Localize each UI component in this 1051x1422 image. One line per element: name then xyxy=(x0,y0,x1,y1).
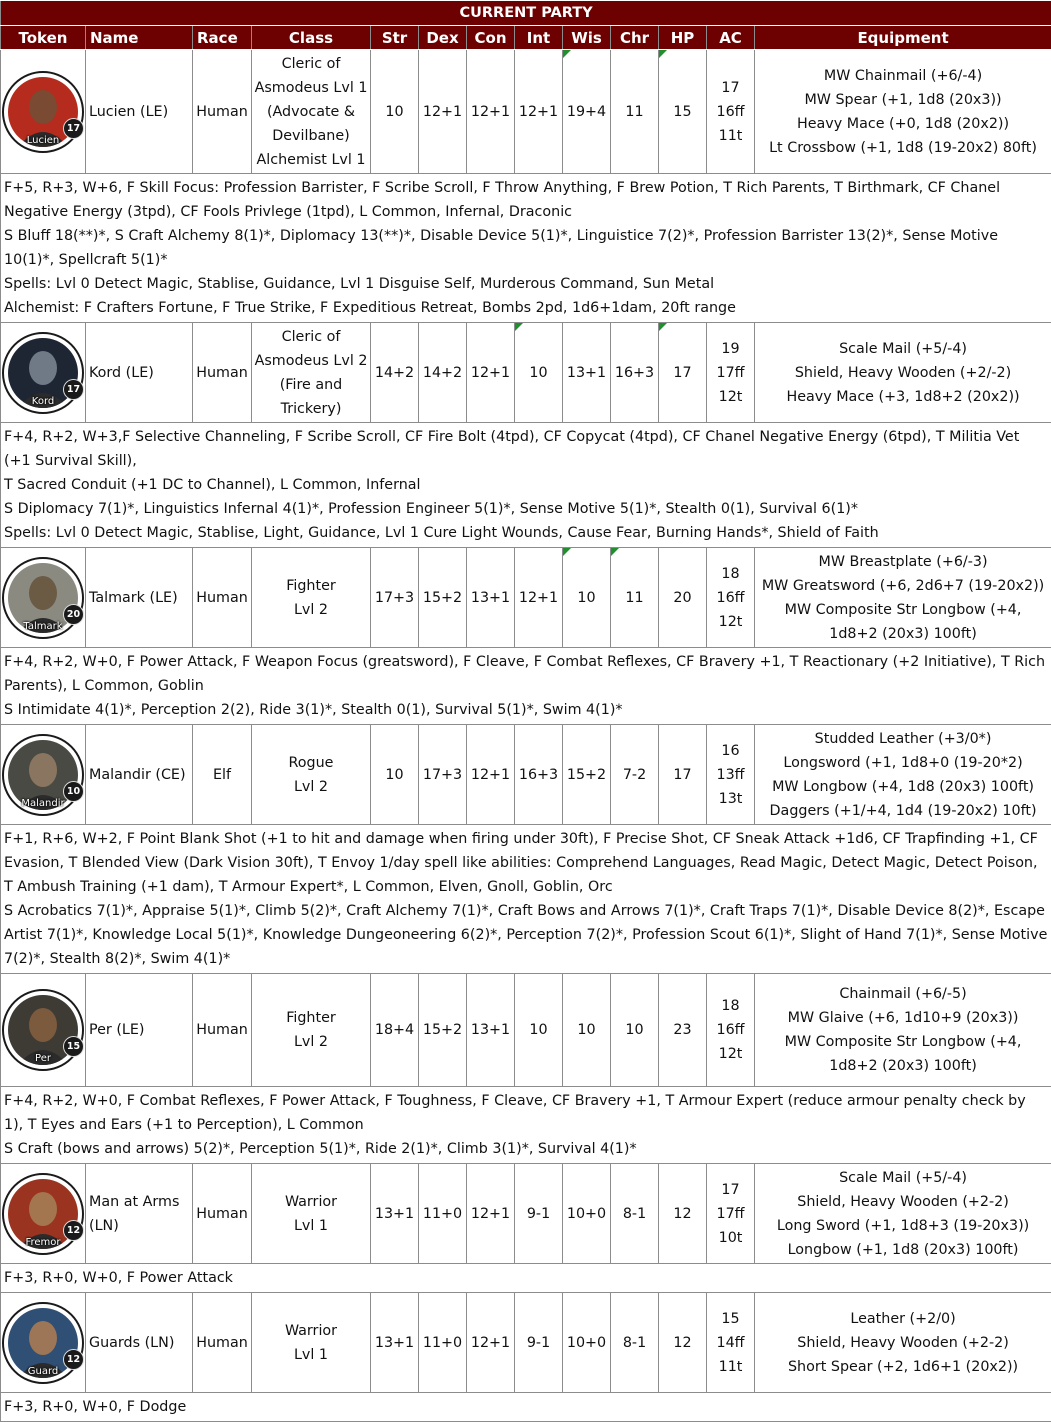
header-race: Race xyxy=(193,26,252,50)
character-name: Guards (LN) xyxy=(86,1293,193,1393)
token-cell xyxy=(1,974,86,1087)
token-badge: 17 xyxy=(63,118,84,139)
class-line: Lvl 2 xyxy=(252,775,370,799)
stat-hp: 12 xyxy=(659,1164,707,1264)
stat-hp: 15 xyxy=(659,50,707,174)
stat-hp: 20 xyxy=(659,548,707,648)
token-badge: 17 xyxy=(63,379,84,400)
ac-line: 12t xyxy=(707,610,754,634)
token-cell xyxy=(1,725,86,825)
character-class xyxy=(252,1164,371,1264)
equipment-item: Scale Mail (+5/-4) xyxy=(755,337,1051,361)
equipment-item: 1d8+2 (20x3) 100ft) xyxy=(755,622,1051,646)
equipment-item: Scale Mail (+5/-4) xyxy=(755,1166,1051,1190)
class-line: Lvl 1 xyxy=(252,1214,370,1238)
character-token-icon xyxy=(2,332,84,414)
stat-int: 10 xyxy=(515,974,563,1087)
character-token-icon xyxy=(2,989,84,1071)
header-dex: Dex xyxy=(419,26,467,50)
stat-dex: 15+2 xyxy=(419,974,467,1087)
class-line: Warrior xyxy=(252,1190,370,1214)
stat-hp: 17 xyxy=(659,725,707,825)
character-notes xyxy=(1,1393,1051,1422)
class-line: Asmodeus Lvl 2 xyxy=(252,349,370,373)
class-line: Fighter xyxy=(252,1006,370,1030)
ac-line: 13t xyxy=(707,787,754,811)
stat-chr: 8-1 xyxy=(611,1164,659,1264)
stat-hp: 17 xyxy=(659,323,707,423)
ac-line: 10t xyxy=(707,1226,754,1250)
stat-dex: 12+1 xyxy=(419,50,467,174)
equipment-item: MW Glaive (+6, 1d10+9 (20x3)) xyxy=(755,1006,1051,1030)
token-label: Fremor xyxy=(4,1237,82,1248)
stat-dex: 14+2 xyxy=(419,323,467,423)
character-race: Human xyxy=(193,1293,252,1393)
header-con: Con xyxy=(467,26,515,50)
note-line: S Bluff 18(**)*, S Craft Alchemy 8(1)*, Diplomacy 13(**)*, Disable Device 5(1)*, Linguistice 7(2)*, Profession Barrister 13(2)*, Sense Motive 10(1)*, Spellcraft 5(1)* xyxy=(4,224,1048,272)
character-race: Elf xyxy=(193,725,252,825)
character-class xyxy=(252,548,371,648)
stat-int: 16+3 xyxy=(515,725,563,825)
token-cell xyxy=(1,548,86,648)
equipment-item: 1d8+2 (20x3) 100ft) xyxy=(755,1054,1051,1078)
note-line: T Sacred Conduit (+1 DC to Channel), L Common, Infernal xyxy=(4,473,1048,497)
equipment-item: Chainmail (+6/-5) xyxy=(755,982,1051,1006)
character-race: Human xyxy=(193,323,252,423)
stat-con: 13+1 xyxy=(467,974,515,1087)
stat-ac xyxy=(707,974,755,1087)
header-chr: Chr xyxy=(611,26,659,50)
stat-ac xyxy=(707,1293,755,1393)
ac-line: 16ff xyxy=(707,100,754,124)
notes-row xyxy=(1,825,1051,974)
equipment-item: Shield, Heavy Wooden (+2/-2) xyxy=(755,361,1051,385)
token-label: Kord xyxy=(4,396,82,407)
equipment-list xyxy=(755,1164,1051,1264)
token-label: Per xyxy=(4,1053,82,1064)
class-line: (Fire and xyxy=(252,373,370,397)
stat-int: 12+1 xyxy=(515,548,563,648)
header-wis: Wis xyxy=(563,26,611,50)
equipment-list xyxy=(755,725,1051,825)
equipment-item: MW Breastplate (+6/-3) xyxy=(755,550,1051,574)
class-line: Lvl 1 xyxy=(252,1343,370,1367)
token-cell xyxy=(1,50,86,174)
stat-chr: 8-1 xyxy=(611,1293,659,1393)
equipment-item: Lt Crossbow (+1, 1d8 (19-20x2) 80ft) xyxy=(755,136,1051,160)
stat-con: 12+1 xyxy=(467,1293,515,1393)
character-notes xyxy=(1,1087,1051,1164)
note-line: F+5, R+3, W+6, F Skill Focus: Profession Barrister, F Scribe Scroll, F Throw Anything, F Brew Potion, T Rich Parents, T Birthmark, CF Chanel Negative Energy (3tpd), CF Fools Privlege (1tpd), L Common, Infernal, Draconic xyxy=(4,176,1048,224)
note-line: S Acrobatics 7(1)*, Appraise 5(1)*, Climb 5(2)*, Craft Alchemy 7(1)*, Craft Bows and Arrows 7(1)*, Craft Traps 7(1)*, Disable Device 8(2)*, Escape Artist 7(1)*, Knowledge Local 5(1)*, Knowledge Dungeoneering 6(2)*, Perception 7(2)*, Profession Scout 6(1)*, Slight of Hand 7(1)*, Sense Motive 7(2)*, Stealth 8(2)*, Swim 4(1)* xyxy=(4,899,1048,971)
token-badge: 12 xyxy=(63,1349,84,1370)
stat-con: 12+1 xyxy=(467,50,515,174)
character-token-icon xyxy=(2,557,84,639)
character-class xyxy=(252,1293,371,1393)
character-token-icon xyxy=(2,71,84,153)
ac-line: 17ff xyxy=(707,361,754,385)
note-line: S Craft (bows and arrows) 5(2)*, Perception 5(1)*, Ride 2(1)*, Climb 3(1)*, Survival 4(1)* xyxy=(4,1137,1048,1161)
equipment-item: Studded Leather (+3/0*) xyxy=(755,727,1051,751)
character-token-icon xyxy=(2,734,84,816)
token-badge: 12 xyxy=(63,1220,84,1241)
equipment-item: Heavy Mace (+0, 1d8 (20x2)) xyxy=(755,112,1051,136)
class-line: Warrior xyxy=(252,1319,370,1343)
character-notes xyxy=(1,825,1051,974)
ac-line: 19 xyxy=(707,337,754,361)
note-line: F+4, R+2, W+0, F Power Attack, F Weapon Focus (greatsword), F Cleave, F Combat Reflexes, CF Bravery +1, T Reactionary (+2 Initiative), T Rich Parents), L Common, Goblin xyxy=(4,650,1048,698)
ac-line: 17 xyxy=(707,76,754,100)
class-line: Fighter xyxy=(252,574,370,598)
note-line: F+4, R+2, W+3,F Selective Channeling, F Scribe Scroll, CF Fire Bolt (4tpd), CF Copycat (4tpd), CF Chanel Negative Energy (6tpd), T Militia Vet (+1 Survival Skill), xyxy=(4,425,1048,473)
stat-wis: 19+4 xyxy=(563,50,611,174)
stat-ac xyxy=(707,323,755,423)
header-class: Class xyxy=(252,26,371,50)
class-line: Rogue xyxy=(252,751,370,775)
stat-dex: 11+0 xyxy=(419,1293,467,1393)
note-line: S Diplomacy 7(1)*, Linguistics Infernal 4(1)*, Profession Engineer 5(1)*, Sense Motive 5(1)*, Stealth 0(1), Survival 6(1)* xyxy=(4,497,1048,521)
token-label: Talmark xyxy=(4,621,82,632)
header-hp: HP xyxy=(659,26,707,50)
character-token-icon xyxy=(2,1173,84,1255)
equipment-item: Longbow (+1, 1d8 (20x3) 100ft) xyxy=(755,1238,1051,1262)
token-cell xyxy=(1,323,86,423)
class-line: Cleric of xyxy=(252,52,370,76)
stat-str: 13+1 xyxy=(371,1164,419,1264)
character-row xyxy=(1,1164,1051,1264)
note-line: Alchemist: F Crafters Fortune, F True Strike, F Expeditious Retreat, Bombs 2pd, 1d6+1dam, 20ft range xyxy=(4,296,1048,320)
stat-int: 9-1 xyxy=(515,1293,563,1393)
stat-ac xyxy=(707,50,755,174)
class-line: Asmodeus Lvl 1 xyxy=(252,76,370,100)
character-race: Human xyxy=(193,50,252,174)
stat-str: 17+3 xyxy=(371,548,419,648)
character-race: Human xyxy=(193,1164,252,1264)
stat-ac xyxy=(707,725,755,825)
ac-line: 11t xyxy=(707,124,754,148)
stat-chr: 11 xyxy=(611,50,659,174)
ac-line: 16 xyxy=(707,739,754,763)
note-line: F+3, R+0, W+0, F Power Attack xyxy=(4,1266,1048,1290)
ac-line: 16ff xyxy=(707,1018,754,1042)
equipment-item: Shield, Heavy Wooden (+2-2) xyxy=(755,1331,1051,1355)
stat-str: 14+2 xyxy=(371,323,419,423)
ac-line: 16ff xyxy=(707,586,754,610)
header-row xyxy=(1,26,1051,50)
character-row xyxy=(1,50,1051,174)
equipment-item: MW Composite Str Longbow (+4, xyxy=(755,598,1051,622)
token-cell xyxy=(1,1293,86,1393)
token-badge: 10 xyxy=(63,781,84,802)
stat-dex: 17+3 xyxy=(419,725,467,825)
notes-row xyxy=(1,174,1051,323)
notes-row xyxy=(1,1264,1051,1293)
stat-hp: 12 xyxy=(659,1293,707,1393)
ac-line: 17 xyxy=(707,1178,754,1202)
stat-wis: 10 xyxy=(563,548,611,648)
equipment-item: MW Spear (+1, 1d8 (20x3)) xyxy=(755,88,1051,112)
notes-row xyxy=(1,423,1051,548)
header-equipment: Equipment xyxy=(755,26,1051,50)
stat-wis: 10+0 xyxy=(563,1293,611,1393)
class-line: (Advocate & xyxy=(252,100,370,124)
character-name: Per (LE) xyxy=(86,974,193,1087)
ac-line: 17ff xyxy=(707,1202,754,1226)
note-line: Spells: Lvl 0 Detect Magic, Stablise, Light, Guidance, Lvl 1 Cure Light Wounds, Cause Fear, Burning Hands*, Shield of Faith xyxy=(4,521,1048,545)
notes-row xyxy=(1,1087,1051,1164)
character-class xyxy=(252,50,371,174)
stat-con: 12+1 xyxy=(467,1164,515,1264)
character-race: Human xyxy=(193,974,252,1087)
character-race: Human xyxy=(193,548,252,648)
stat-str: 10 xyxy=(371,725,419,825)
stat-chr: 16+3 xyxy=(611,323,659,423)
stat-dex: 11+0 xyxy=(419,1164,467,1264)
table-title: CURRENT PARTY xyxy=(1,1,1051,26)
note-line: F+3, R+0, W+0, F Dodge xyxy=(4,1395,1048,1419)
equipment-list xyxy=(755,974,1051,1087)
stat-con: 13+1 xyxy=(467,548,515,648)
header-int: Int xyxy=(515,26,563,50)
character-name: Man at Arms (LN) xyxy=(86,1164,193,1264)
token-badge: 20 xyxy=(63,604,84,625)
ac-line: 18 xyxy=(707,994,754,1018)
stat-chr: 7-2 xyxy=(611,725,659,825)
stat-con: 12+1 xyxy=(467,323,515,423)
note-line: F+1, R+6, W+2, F Point Blank Shot (+1 to hit and damage when firing under 30ft), F Precise Shot, CF Sneak Attack +1d6, CF Trapfinding +1, CF Evasion, T Blended View (Dark Vision 30ft), T Envoy 1/day spell like abilities: Comprehend Languages, Read Magic, Detect Magic, Detect Poison, T Ambush Training (+1 dam), T Armour Expert*, L Common, Elven, Gnoll, Goblin, Orc xyxy=(4,827,1048,899)
equipment-item: Daggers (+1/+4, 1d4 (19-20x2) 10ft) xyxy=(755,799,1051,823)
header-ac: AC xyxy=(707,26,755,50)
character-notes xyxy=(1,648,1051,725)
character-row xyxy=(1,974,1051,1087)
stat-str: 10 xyxy=(371,50,419,174)
stat-wis: 13+1 xyxy=(563,323,611,423)
equipment-item: MW Composite Str Longbow (+4, xyxy=(755,1030,1051,1054)
stat-str: 18+4 xyxy=(371,974,419,1087)
token-label: Lucien xyxy=(4,135,82,146)
header-str: Str xyxy=(371,26,419,50)
ac-line: 13ff xyxy=(707,763,754,787)
ac-line: 18 xyxy=(707,562,754,586)
equipment-list xyxy=(755,50,1051,174)
note-line: F+4, R+2, W+0, F Combat Reflexes, F Power Attack, F Toughness, F Cleave, CF Bravery +1, T Armour Expert (reduce armour penalty check by 1), T Eyes and Ears (+1 to Perception), L Common xyxy=(4,1089,1048,1137)
equipment-item: MW Greatsword (+6, 2d6+7 (19-20x2)) xyxy=(755,574,1051,598)
token-label: Guard xyxy=(4,1366,82,1377)
equipment-item: Long Sword (+1, 1d8+3 (19-20x3)) xyxy=(755,1214,1051,1238)
ac-line: 15 xyxy=(707,1307,754,1331)
equipment-item: Heavy Mace (+3, 1d8+2 (20x2)) xyxy=(755,385,1051,409)
equipment-list xyxy=(755,548,1051,648)
header-name: Name xyxy=(86,26,193,50)
ac-line: 11t xyxy=(707,1355,754,1379)
class-line: Lvl 2 xyxy=(252,1030,370,1054)
character-name: Malandir (CE) xyxy=(86,725,193,825)
note-line: Spells: Lvl 0 Detect Magic, Stablise, Guidance, Lvl 1 Disguise Self, Murderous Command, Sun Metal xyxy=(4,272,1048,296)
stat-chr: 10 xyxy=(611,974,659,1087)
stat-dex: 15+2 xyxy=(419,548,467,648)
stat-ac xyxy=(707,1164,755,1264)
stat-chr: 11 xyxy=(611,548,659,648)
class-line: Lvl 2 xyxy=(252,598,370,622)
character-class xyxy=(252,323,371,423)
ac-line: 12t xyxy=(707,1042,754,1066)
character-name: Lucien (LE) xyxy=(86,50,193,174)
stat-int: 9-1 xyxy=(515,1164,563,1264)
equipment-item: MW Chainmail (+6/-4) xyxy=(755,64,1051,88)
stat-hp: 23 xyxy=(659,974,707,1087)
equipment-list xyxy=(755,1293,1051,1393)
token-label: Malandir xyxy=(4,798,82,809)
equipment-item: Longsword (+1, 1d8+0 (19-20*2) xyxy=(755,751,1051,775)
character-notes xyxy=(1,1264,1051,1293)
class-line: Devilbane) xyxy=(252,124,370,148)
equipment-item: MW Longbow (+4, 1d8 (20x3) 100ft) xyxy=(755,775,1051,799)
stat-wis: 10 xyxy=(563,974,611,1087)
class-line: Alchemist Lvl 1 xyxy=(252,148,370,172)
equipment-item: Short Spear (+2, 1d6+1 (20x2)) xyxy=(755,1355,1051,1379)
stat-str: 13+1 xyxy=(371,1293,419,1393)
character-class xyxy=(252,974,371,1087)
token-badge: 15 xyxy=(63,1036,84,1057)
ac-line: 12t xyxy=(707,385,754,409)
token-cell xyxy=(1,1164,86,1264)
character-token-icon xyxy=(2,1302,84,1384)
character-notes xyxy=(1,174,1051,323)
header-token: Token xyxy=(1,26,86,50)
character-notes xyxy=(1,423,1051,548)
stat-wis: 10+0 xyxy=(563,1164,611,1264)
character-row xyxy=(1,725,1051,825)
notes-row xyxy=(1,648,1051,725)
notes-row xyxy=(1,1393,1051,1422)
note-line: S Intimidate 4(1)*, Perception 2(2), Ride 3(1)*, Stealth 0(1), Survival 5(1)*, Swim 4(1)* xyxy=(4,698,1048,722)
class-line: Trickery) xyxy=(252,397,370,421)
equipment-item: Shield, Heavy Wooden (+2-2) xyxy=(755,1190,1051,1214)
character-name: Talmark (LE) xyxy=(86,548,193,648)
stat-ac xyxy=(707,548,755,648)
character-class xyxy=(252,725,371,825)
equipment-list xyxy=(755,323,1051,423)
stat-wis: 15+2 xyxy=(563,725,611,825)
class-line: Cleric of xyxy=(252,325,370,349)
stat-int: 12+1 xyxy=(515,50,563,174)
equipment-item: Leather (+2/0) xyxy=(755,1307,1051,1331)
character-row xyxy=(1,323,1051,423)
ac-line: 14ff xyxy=(707,1331,754,1355)
stat-int: 10 xyxy=(515,323,563,423)
character-row xyxy=(1,1293,1051,1393)
stat-con: 12+1 xyxy=(467,725,515,825)
character-row xyxy=(1,548,1051,648)
character-name: Kord (LE) xyxy=(86,323,193,423)
